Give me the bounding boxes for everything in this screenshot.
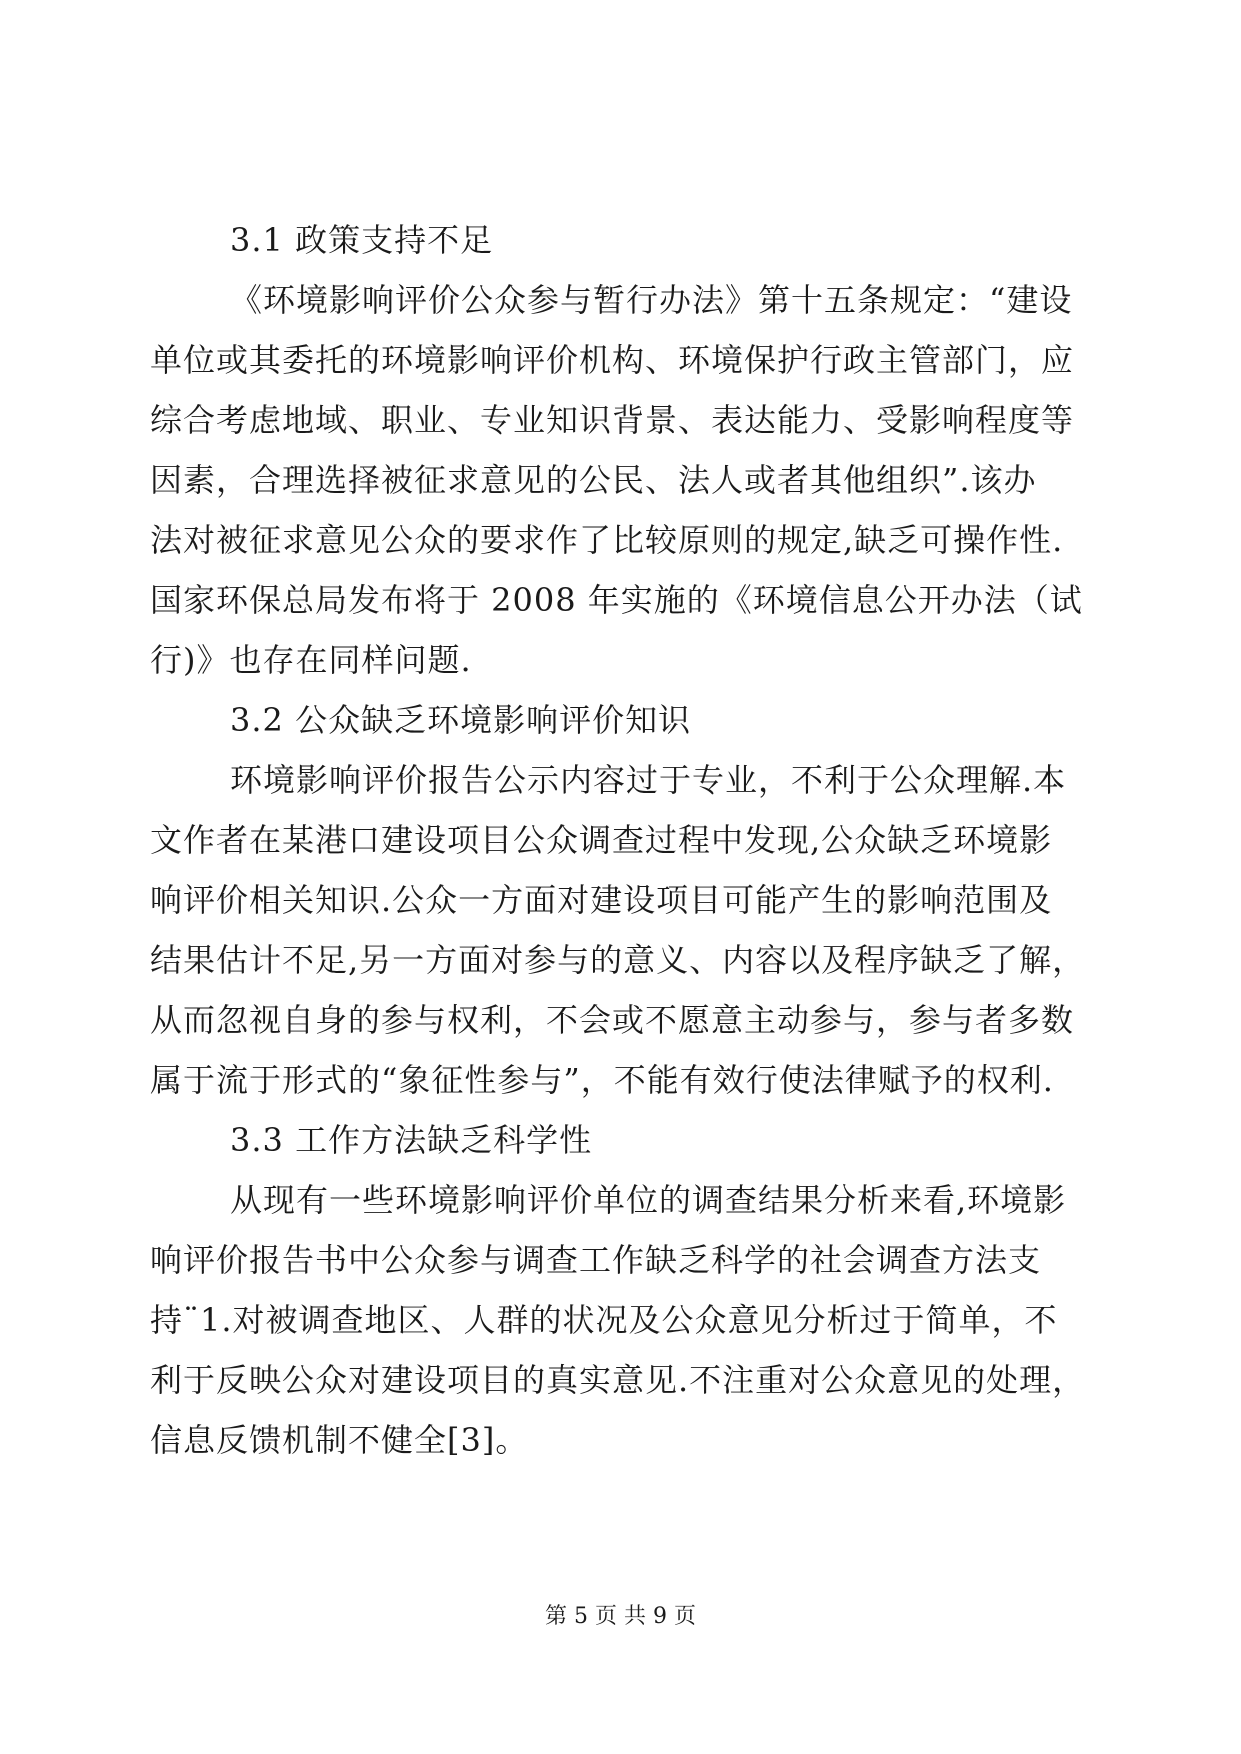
document-body [150,210,1090,1470]
paragraph-line: 国家环保总局发布将于 2008 年实施的《环境信息公开办法（试 [150,581,1083,619]
paragraph-line: 响评价报告书中公众参与调查工作缺乏科学的社会调查方法支 [150,1241,1042,1279]
paragraph-line: 环境影响评价报告公示内容过于专业，不利于公众理解.本 [230,761,1067,799]
paragraph-line: 单位或其委托的环境影响评价机构、环境保护行政主管部门，应 [150,341,1075,379]
paragraph-line: 响评价相关知识.公众一方面对建设项目可能产生的影响范围及 [150,881,1053,919]
paragraph-line: 文作者在某港口建设项目公众调查过程中发现,公众缺乏环境影 [150,821,1053,859]
paragraph-line: 法对被征求意见公众的要求作了比较原则的规定,缺乏可操作性. [150,521,1064,559]
paragraph-line: 综合考虑地域、职业、专业知识背景、表达能力、受影响程度等 [150,401,1075,439]
paragraph-line: 从现有一些环境影响评价单位的调查结果分析来看,环境影 [230,1181,1067,1219]
paragraph-line: 行)》也存在同样问题. [150,641,472,679]
page-footer: 第 5 页 共 9 页 [545,1604,696,1629]
paragraph-line: 属于流于形式的“象征性参与”，不能有效行使法律赋予的权利. [150,1061,1054,1099]
paragraph-line: 信息反馈机制不健全[3]。 [150,1421,529,1459]
paragraph-line: 持¨1.对被调查地区、人群的状况及公众意见分析过于简单，不 [150,1301,1058,1339]
section-heading-3-3: 3.3 工作方法缺乏科学性 [230,1121,593,1159]
paragraph-line: 从而忽视自身的参与权利，不会或不愿意主动参与，参与者多数 [150,1001,1075,1039]
paragraph-line: 《环境影响评价公众参与暂行办法》第十五条规定：“建设 [230,281,1073,319]
paragraph-line: 因素，合理选择被征求意见的公民、法人或者其他组织”.该办 [150,461,1037,499]
paragraph-line: 结果估计不足,另一方面对参与的意义、内容以及程序缺乏了解， [150,941,1086,979]
section-heading-3-1: 3.1 政策支持不足 [230,221,494,259]
section-heading-3-2: 3.2 公众缺乏环境影响评价知识 [230,701,692,739]
paragraph-line: 利于反映公众对建设项目的真实意见.不注重对公众意见的处理， [150,1361,1086,1399]
